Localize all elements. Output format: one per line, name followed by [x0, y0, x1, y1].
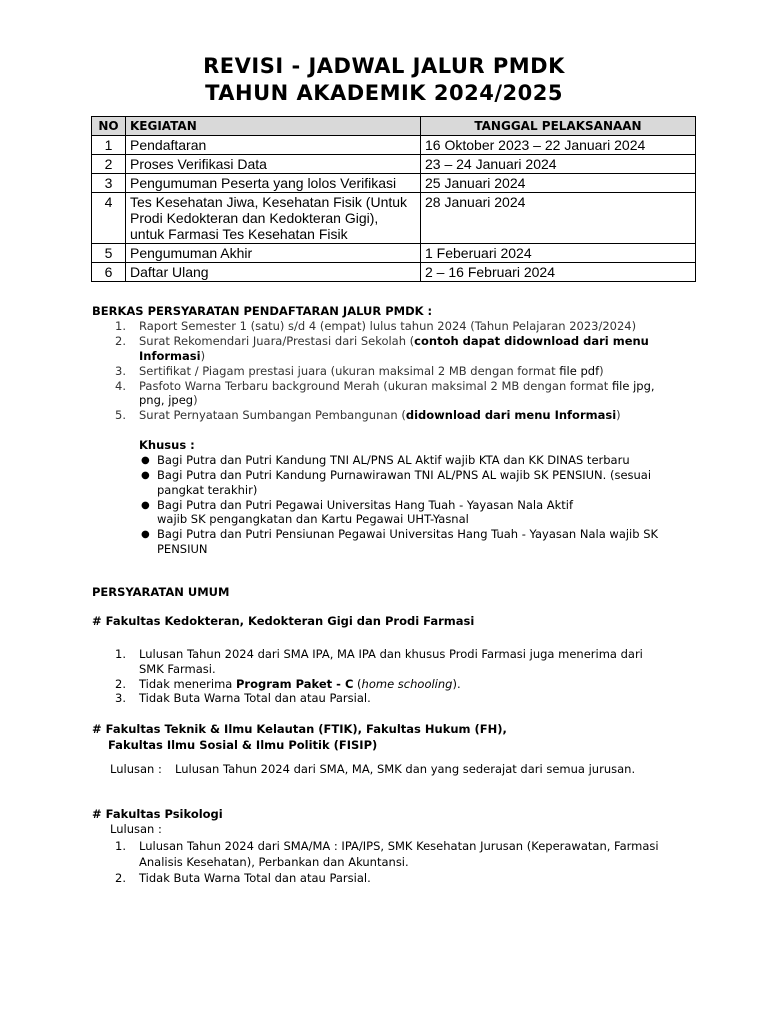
list-number: 3.	[115, 364, 126, 378]
item-dark-text: file jpg,	[611, 379, 655, 393]
item-text: )	[193, 393, 198, 407]
list-number: 1.	[115, 647, 126, 661]
item-dark-text: file pdf	[559, 364, 600, 378]
item-italic-text: home schooling	[361, 677, 453, 691]
item-text: Pasfoto Warna Terbaru background Merah (ukuran maksimal 2 MB dengan format	[139, 379, 612, 393]
list-number: 1.	[115, 839, 126, 853]
title-line-1: REVISI - JADWAL JALUR PMDK	[203, 54, 565, 78]
khusus-item: Bagi Putra dan Putri Pensiunan Pegawai Universitas Hang Tuah - Yayasan Nala wajib SK	[157, 527, 659, 541]
table-header-row	[92, 117, 696, 136]
berkas-heading: BERKAS PERSYARATAN PENDAFTARAN JALUR PMDK :	[92, 304, 433, 318]
list-number: 2.	[115, 677, 126, 691]
list-item	[139, 364, 604, 379]
item-text: Tidak menerima	[139, 677, 236, 691]
psi-item-continued: Analisis Kesehatan), Perbankan dan Akuntansi.	[139, 855, 409, 869]
row-kegiatan-line: Tes Kesehatan Jiwa, Kesehatan Fisik (Untuk	[130, 194, 408, 210]
list-number: 1.	[115, 319, 126, 333]
item-text: Sertifikat / Piagam prestasi juara (ukuran maksimal 2 MB dengan format	[139, 364, 560, 378]
umum-heading: PERSYARATAN UMUM	[92, 585, 230, 599]
item-bold-text: didownload dari menu Informasi	[405, 408, 617, 422]
list-item	[139, 408, 621, 423]
item-dark-text: png, jpeg	[139, 393, 194, 407]
table-row	[92, 244, 696, 263]
row-no: 1	[92, 136, 126, 155]
fk-heading: # Fakultas Kedokteran, Kedokteran Gigi dan Prodi Farmasi	[92, 614, 475, 628]
list-item: Raport Semester 1 (satu) s/d 4 (empat) lulus tahun 2024 (Tahun Pelajaran 2023/2024)	[139, 319, 637, 333]
bullet-icon: ●	[141, 529, 150, 540]
row-no: 3	[92, 174, 126, 193]
list-number: 2.	[115, 334, 126, 348]
row-tanggal: 2 – 16 Februari 2024	[421, 263, 696, 282]
list-item-continued	[139, 393, 198, 408]
row-kegiatan: Pendaftaran	[126, 136, 421, 155]
khusus-heading: Khusus :	[139, 438, 195, 452]
title-line-2: TAHUN AKADEMIK 2024/2025	[205, 81, 563, 105]
fk-item: Tidak Buta Warna Total dan atau Parsial.	[139, 691, 371, 705]
item-bold-text: Program Paket - C	[236, 677, 354, 691]
list-item-continued	[139, 349, 205, 364]
table-row	[92, 136, 696, 155]
bullet-icon: ●	[141, 500, 150, 511]
row-no: 4	[92, 193, 126, 244]
fk-item: Lulusan Tahun 2024 dari SMA IPA, MA IPA dan khusus Prodi Farmasi juga menerima dari	[139, 647, 643, 661]
ftik-text: Lulusan Tahun 2024 dari SMA, MA, SMK dan yang sederajat dari semua jurusan.	[175, 762, 636, 776]
row-tanggal: 23 – 24 Januari 2024	[421, 155, 696, 174]
row-no: 2	[92, 155, 126, 174]
khusus-item: Bagi Putra dan Putri Kandung Purnawirawan TNI AL/PNS AL wajib SK PENSIUN. (sesuai	[157, 468, 652, 482]
item-bold-text: Informasi	[139, 349, 201, 363]
bullet-icon: ●	[141, 470, 150, 481]
row-no: 6	[92, 263, 126, 282]
khusus-item-continued: wajib SK pengangkatan dan Kartu Pegawai UHT-Yasnal	[157, 512, 469, 526]
schedule-table	[91, 116, 696, 282]
row-kegiatan: Proses Verifikasi Data	[126, 155, 421, 174]
khusus-item-continued: pangkat terakhir)	[157, 483, 258, 497]
row-kegiatan: Pengumuman Peserta yang lolos Verifikasi	[126, 174, 421, 193]
list-number: 4.	[115, 379, 126, 393]
row-kegiatan	[126, 193, 421, 244]
table-row	[92, 174, 696, 193]
item-text: )	[200, 349, 206, 363]
header-no: NO	[92, 117, 126, 136]
bullet-icon: ●	[141, 455, 150, 466]
table-row	[92, 263, 696, 282]
item-text: Surat Pernyataan Sumbangan Pembangunan (	[139, 408, 406, 422]
khusus-item-continued: PENSIUN	[157, 542, 208, 556]
list-item	[139, 334, 649, 349]
row-no: 5	[92, 244, 126, 263]
list-number: 5.	[115, 408, 126, 422]
khusus-item: Bagi Putra dan Putri Pegawai Universitas Hang Tuah - Yayasan Nala Aktif	[157, 498, 574, 512]
khusus-item: Bagi Putra dan Putri Kandung TNI AL/PNS AL Aktif wajib KTA dan KK DINAS terbaru	[157, 453, 630, 467]
ftik-label: Lulusan :	[110, 762, 162, 776]
header-tanggal: TANGGAL PELAKSANAAN	[421, 117, 696, 136]
row-kegiatan-line: untuk Farmasi Tes Kesehatan Fisik	[130, 226, 348, 242]
row-kegiatan: Pengumuman Akhir	[126, 244, 421, 263]
row-tanggal: 16 Oktober 2023 – 22 Januari 2024	[421, 136, 696, 155]
psi-heading: # Fakultas Psikologi	[92, 807, 223, 821]
psi-label: Lulusan :	[110, 822, 162, 836]
fk-item-continued: SMK Farmasi.	[139, 662, 216, 676]
table-row	[92, 155, 696, 174]
header-kegiatan: KEGIATAN	[126, 117, 421, 136]
item-bold-text: contoh dapat didownload dari menu	[414, 334, 649, 348]
item-text: )	[616, 408, 621, 422]
row-kegiatan: Daftar Ulang	[126, 263, 421, 282]
row-kegiatan-line: Prodi Kedokteran dan Kedokteran Gigi),	[130, 210, 379, 226]
psi-item: Lulusan Tahun 2024 dari SMA/MA : IPA/IPS, SMK Kesehatan Jurusan (Keperawatan, Farmasi	[139, 839, 659, 853]
item-text: Surat Rekomendari Juara/Prestasi dari Sekolah (	[139, 334, 415, 348]
table-row	[92, 193, 696, 244]
ftik-heading-continued: Fakultas Ilmu Sosial & Ilmu Politik (FISIP)	[108, 738, 378, 752]
row-tanggal: 25 Januari 2024	[421, 174, 696, 193]
list-number: 2.	[115, 871, 126, 885]
row-tanggal: 1 Feberuari 2024	[421, 244, 696, 263]
ftik-heading: # Fakultas Teknik & Ilmu Kelautan (FTIK), Fakultas Hukum (FH),	[92, 722, 507, 736]
row-tanggal: 28 Januari 2024	[421, 193, 696, 244]
fk-item: Tidak menerima Program Paket - C (home schooling).	[139, 677, 461, 691]
item-text: )	[599, 364, 604, 378]
psi-item: Tidak Buta Warna Total dan atau Parsial.	[139, 871, 371, 885]
list-number: 3.	[115, 691, 126, 705]
list-item	[139, 379, 655, 394]
